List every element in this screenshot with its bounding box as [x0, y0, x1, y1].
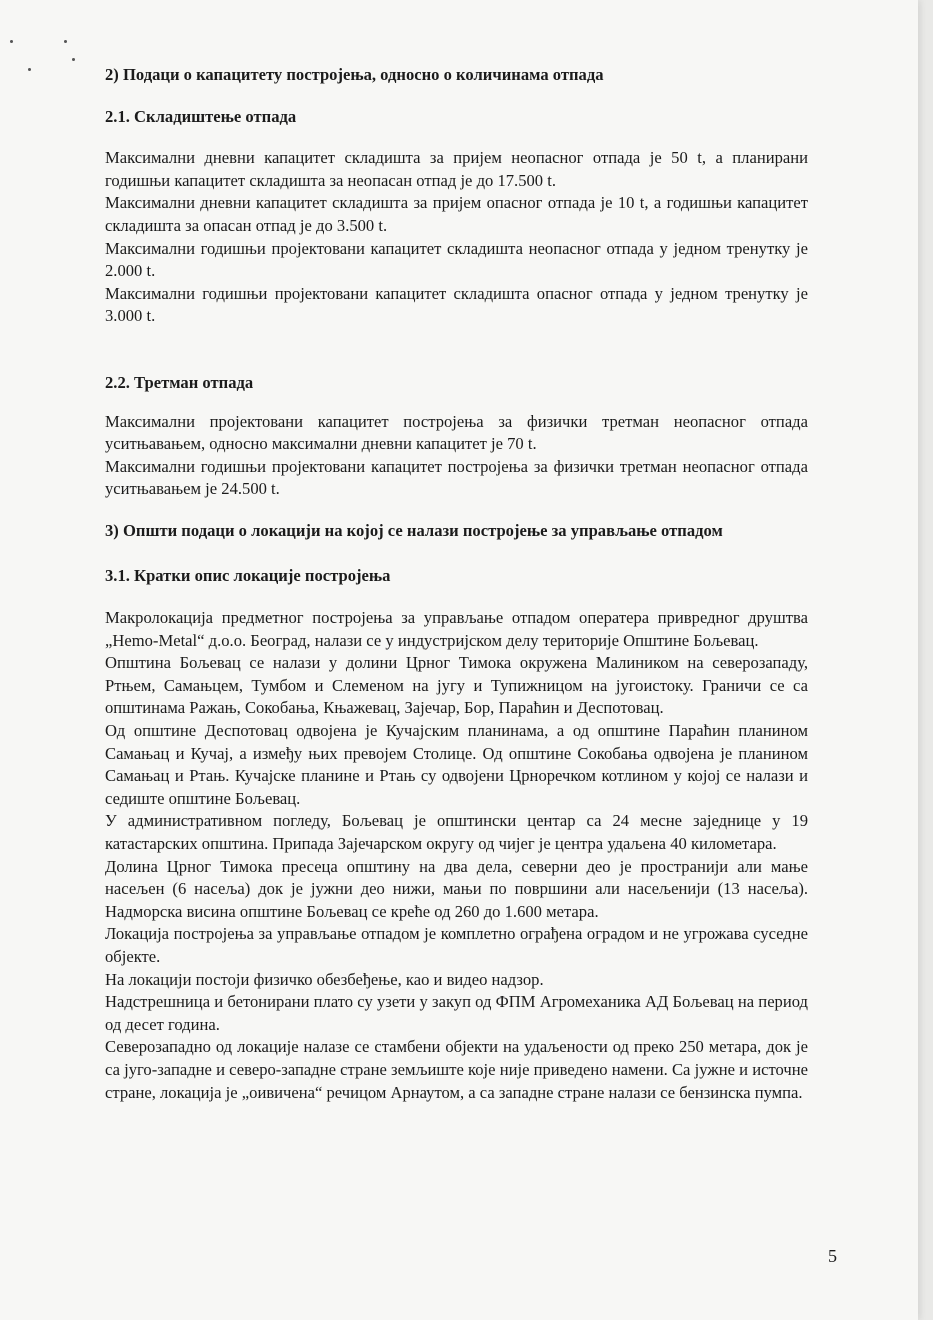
paragraph: Макролокација предметног постројења за управљање отпадом оператера привредног друштва „Hemo-Metal“ д.о.о. Београд, налази се у индустријском делу територије Општине Бољевац. [105, 608, 808, 650]
paragraph: Долина Црног Тимока пресеца општину на два дела, северни део је пространији али мање насељен (6 насеља) док је јужни део нижи, мањи по површини али насељенији (13 насеља). Надморска висина општине Бољевац се креће од 260 до 1.600 метара. [105, 856, 808, 921]
paragraph: Максимални дневни капацитет складишта за пријем неопасног отпада је 50 t, а планирани годишњи капацитет складишта за неопасан отпад је до 17.500 t. [105, 148, 808, 190]
paragraph: На локацији постоји физичко обезбеђење, као и видео надзор. [105, 969, 544, 989]
paragraph: Максимални годишњи пројектовани капацитет складишта неопасног отпада у једном тренутку је 2.000 t. [105, 238, 808, 281]
section-3-heading: 3) Општи подаци о локацији на којој се налази постројење за управљање отпадом [105, 520, 723, 540]
paragraph: Локација постројења за управљање отпадом је комплетно ограђена оградом и не угрожава суседне објекте. [105, 924, 808, 966]
section-2-2-heading: 2.2. Третман отпада [105, 372, 254, 392]
document-body [105, 64, 808, 1104]
speck-mark [28, 68, 31, 71]
paragraph: Од општине Деспотовац одвојена је Кучајским планинама, а од општине Параћин планином Самањац и Кучај, а између њих превојем Столице. Од општине Сокобања одвојена је планином Самањац и Ртањ. Кучајске планине и Ртањ су одвојени Црноречком котлином у којој се налази и седиште општине Бољевац. [105, 721, 808, 808]
speck-mark [10, 40, 13, 43]
section-2-1-heading: 2.1. Складиштење отпада [105, 106, 297, 126]
paragraph: Максимални дневни капацитет складишта за пријем опасног отпада је 10 t, а годишњи капацитет складишта за опасан отпад је до 3.500 t. [105, 193, 808, 235]
paragraph: У административном погледу, Бољевац је општински центар са 24 месне заједнице у 19 катастарских општина. Припада Зајечарском округу од чијег је центра удаљена 40 километара. [105, 811, 808, 854]
section-2-heading: 2) Подаци о капацитету постројења, односно о количинама отпада [105, 65, 604, 84]
speck-mark [64, 40, 67, 43]
page-number: 5 [828, 1246, 837, 1266]
paragraph: Максимални годишњи пројектовани капацитет постројења за физички третман неопасног отпада уситњавањем је 24.500 t. [105, 456, 808, 499]
section-3-1-heading: 3.1. Кратки опис локације постројења [105, 565, 391, 585]
paragraph: Максимални годишњи пројектовани капацитет складишта опасног отпада у једном тренутку је 3.000 t. [105, 283, 808, 326]
paragraph: Северозападно од локације налазе се стамбени објекти на удаљености од преко 250 метара, док је са југо-западне и северо-западне стране земљиште које није приведено намени. Са јужне и источне стране, локација је „оивичена“ речицом Арнаутом, а са западне стране налази се бензинска пумпа. [105, 1037, 808, 1102]
paragraph: Надстрешница и бетонирани плато су узети у закуп од ФПМ Агромеханика АД Бољевац на период од десет година. [105, 992, 808, 1034]
section-2-1-body [105, 147, 808, 328]
speck-mark [72, 58, 75, 61]
paragraph: Општина Бољевац се налази у долини Црног Тимока окружена Малиником на северозападу, Ртњем, Самањцем, Тумбом и Слеменом на југу и Тупижницом на југоистоку. Граничи се са општинама Ражањ, Сокобања, Књажевац, Зајечар, Бор, Параћин и Деспотовац. [105, 653, 808, 718]
paragraph: Максимални пројектовани капацитет постројења за физички третман неопасног отпада уситњавањем, односно максимални дневни капацитет је 70 t. [105, 411, 808, 454]
section-3-1-body [105, 607, 808, 1104]
section-2-2-body [105, 411, 808, 501]
